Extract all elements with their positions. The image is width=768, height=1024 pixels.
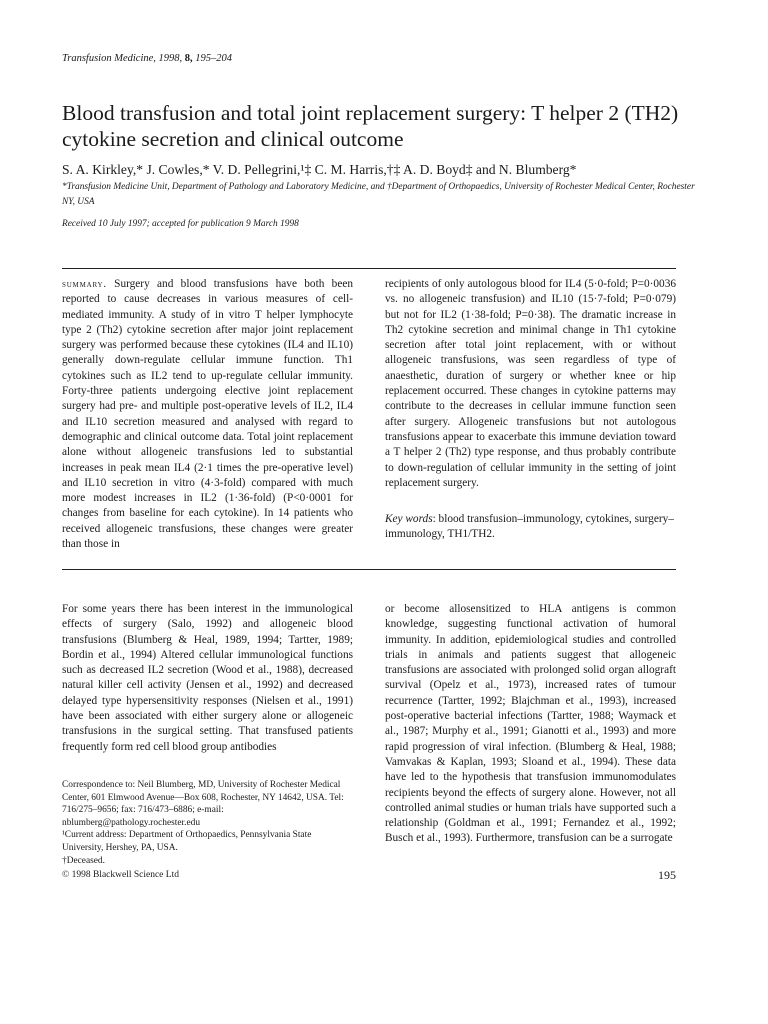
body-left-column: For some years there has been interest in the immunological effects of surgery (Salo, 1992) and allogeneic blood transfusions (Blumberg & Heal, 1989, 1994; Tartter, 1989; Bordin et al., 1994) Altered cellular immunological functions such as decreased IL2 secretion (Wood et al., 1988), decreased natural killer cell activity (Jensen et al., 1992) and decreased delayed type hypersensitivity responses (Nielsen et al., 1991) have been associated with either surgery alone or allogeneic transfusions in the surgical setting. That transfused patients frequently form red cell blood group antibodies	[62, 603, 353, 753]
abstract-top-rule	[62, 268, 676, 269]
journal-pages: 195–204	[192, 53, 233, 64]
article-title: Blood transfusion and total joint replacement surgery: T helper 2 (TH2) cytokine secretion and clinical outcome	[62, 101, 679, 151]
abstract-left-column	[62, 277, 353, 552]
journal-volume: 8,	[184, 53, 193, 64]
correspondence-note: Correspondence to: Neil Blumberg, MD, University of Rochester Medical Center, 601 Elmwood Avenue—Box 608, Rochester, NY 14642, USA. Tel: 716/275–9656; fax: 716/473–6886; e-mail: nblumberg@pathology.rochester.edu	[62, 780, 344, 828]
author-list: S. A. Kirkley,* J. Cowles,* V. D. Pellegrini,¹‡ C. M. Harris,†‡ A. D. Boyd‡ and N. Blumberg*	[62, 162, 577, 177]
abstract-right-column: recipients of only autologous blood for IL4 (5·0-fold; P=0·0036 vs. no allogeneic transfusion) and IL10 (15·7-fold; P=0·079) but not for IL2 (1·38-fold; P=0·38). The dramatic increase in Th2 cytokine secretion and minimal change in Th1 cytokine secretion after total joint replacement, with or without allogeneic transfusions, was seen regardless of type of anaesthetic, duration of surgery or whether knee or hip replacement occurred. These changes in cytokine patterns may contribute to the decreases in cellular immune function seen after surgery. Allogeneic transfusions but not autologous transfusions appear to exacerbate this immune deviation toward a T helper 2 (Th2) type response, and thus probably contribute to down-regulation of cellular immunity in the setting of joint replacement surgery.	[385, 278, 676, 489]
deceased-note: †Deceased.	[62, 855, 105, 866]
journal-citation	[62, 53, 232, 64]
journal-year: , 1998,	[153, 53, 185, 64]
footnotes	[62, 779, 353, 867]
abstract-left-text: Surgery and blood transfusions have both been reported to cause decreases in various measures of cell-mediated immunity. A study of in vitro T helper lymphocyte type 2 (Th2) cytokine secretion after major joint replacement surgery was performed because these cytokines (IL4 and IL10) generally down-regulate cellular immune function. Th1 cytokines such as IL2 tend to up-regulate cellular immunity. Forty-three patients undergoing elective joint replacement surgery had pre- and multiple post-operative levels of IL2, IL4 and IL10 secretion measured and analysed with regard to demographic and clinical outcome data. Total joint replacement alone without allogeneic transfusions led to substantial increases in peak mean IL4 (2·1 times the pre-operative level) and IL10 secretion in vitro (4·3-fold) compared with much more modest increases in IL2 (1·36-fold) (P<0·0001 for changes from baseline for each cytokine). In 14 patients who received allogeneic transfusions, these changes were greater than those in	[62, 278, 353, 551]
journal-name: Transfusion Medicine	[62, 53, 154, 64]
keywords-label: Key words	[385, 513, 433, 525]
received-date: Received 10 July 1997; accepted for publication 9 March 1998	[62, 219, 299, 229]
body-right-column: or become allosensitized to HLA antigens is common knowledge, suggesting functional activation of humoral immunity. In addition, epidemiological studies and controlled trials in animals and patients suggest that allogeneic transfusions are associated with prolonged solid organ allograft survival (Opelz et al., 1973), increased rates of tumour recurrence (Tartter, 1992; Blajchman et al., 1993), increased post-operative bacterial infections (Tartter, 1988; Waymack et al., 1987; Murphy et al., 1991; Gianotti et al., 1993) and more rapid progression of viral infection. (Blumberg & Heal, 1988; Vamvakas & Kaplan, 1993; Sloand et al., 1994). These data have led to the hypothesis that transfusion immunomodulates recipients beyond the effects of surgery alone. However, not all controlled animal studies or human trials have supported such a relationship (Goldman et al., 1991; Fernandez et al., 1992; Busch et al., 1993). Furthermore, transfusion can be a surrogate	[385, 603, 676, 845]
current-address-note: ¹Current address: Department of Orthopaedics, Pennsylvania State University, Hershey, PA, USA.	[62, 830, 312, 853]
keywords-text: : blood transfusion–immunology, cytokines, surgery–immunology, TH1/TH2.	[385, 513, 674, 541]
page-number: 195	[658, 868, 676, 882]
keywords	[385, 512, 676, 543]
abstract-bottom-rule	[62, 569, 676, 570]
summary-label: summary.	[62, 279, 107, 290]
author-affiliation: *Transfusion Medicine Unit, Department of Pathology and Laboratory Medicine, and †Department of Orthopaedics, University of Rochester Medical Center, Rochester NY, USA	[62, 182, 695, 207]
copyright: © 1998 Blackwell Science Ltd	[62, 870, 179, 880]
